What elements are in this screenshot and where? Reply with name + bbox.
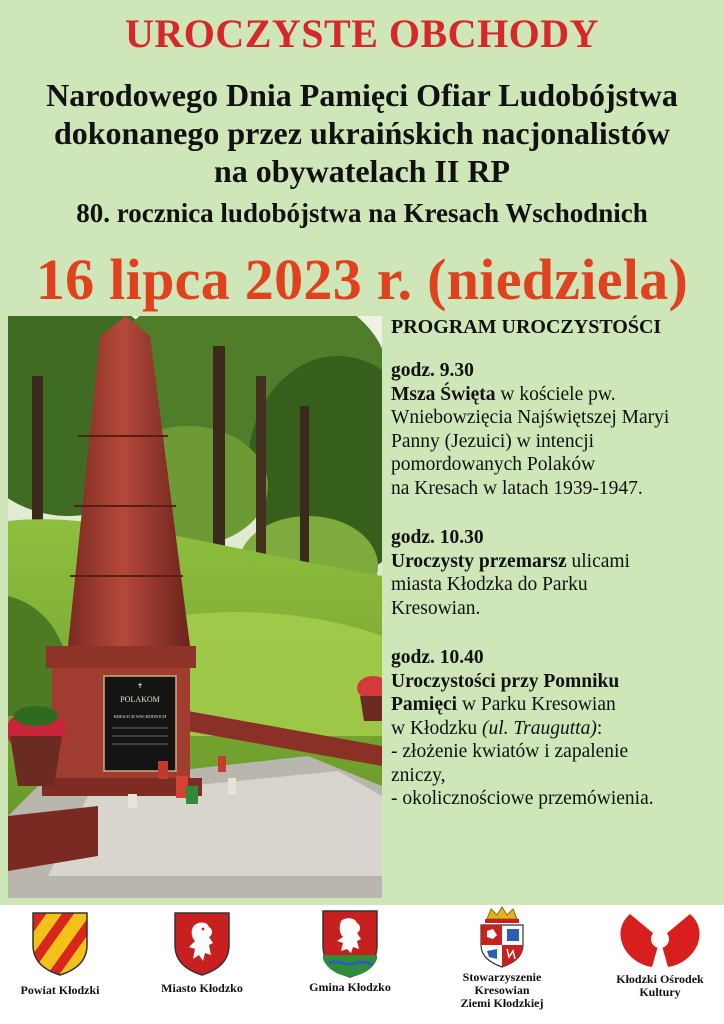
event-text: - okolicznościowe przemówienia. [391, 788, 654, 809]
logo-label: Stowarzyszenie [462, 970, 542, 984]
logo-gmina-klodzko [300, 905, 400, 994]
logo-label: Kresowian [474, 983, 530, 997]
event-text: Panny (Jezuici) w intencji [391, 430, 595, 452]
event-text: w Parku Kresowian [457, 694, 616, 715]
event-text: : [596, 717, 603, 739]
event-text: Wniebowzięcia Najświętszej Maryi [391, 407, 670, 428]
monument-illustration [8, 316, 382, 898]
logo-klodzki-osrodek-kultury [604, 905, 716, 999]
plaque-text: KRESACH WSCHODNICH [113, 714, 167, 719]
program-event [391, 646, 717, 811]
logo-label: Kłodzki Ośrodek [616, 972, 704, 986]
event-lead: Uroczysty przemarsz [391, 550, 567, 572]
event-address: (ul. Traugutta) [482, 717, 597, 739]
event-time: godz. 10.30 [391, 527, 484, 548]
event-lead: Pamięci [391, 694, 458, 715]
poster-title: UROCZYSTE OBCHODY [124, 11, 600, 56]
event-time: godz. 10.40 [391, 647, 484, 668]
anniversary-line: 80. rocznica ludobójstwa na Kresach Wschodnich [76, 198, 648, 228]
logo-label: Powiat Kłodzki [20, 983, 100, 997]
poster-subtitle [0, 76, 724, 190]
stripes-shield-icon [31, 911, 89, 977]
logo-label: Miasto Kłodzko [161, 981, 243, 995]
event-text: w Kłodzku [391, 717, 482, 739]
logo-miasto-klodzko [152, 905, 252, 995]
event-text: miasta Kłodzka do Parku [391, 574, 588, 595]
event-lead: Uroczystości przy Pomniku [391, 670, 620, 692]
logo-powiat-klodzki [10, 905, 110, 997]
program-heading: PROGRAM UROCZYSTOŚCI [391, 316, 662, 338]
event-date: 16 lipca 2023 r. (niedziela) [35, 247, 689, 312]
event-text: zniczy, [391, 764, 446, 786]
event-lead: Msza Święta [391, 383, 496, 405]
plaque-text: POLAKOM [120, 695, 160, 704]
logo-label: Ziemi Kłodzkiej [460, 996, 544, 1010]
event-text: na Kresach w latach 1939-1947. [391, 477, 643, 499]
event-text: ulicami [566, 550, 630, 572]
lion-shield-icon [173, 911, 231, 977]
event-text: pomordowanych Polaków [391, 454, 596, 475]
svg-text:✝: ✝ [137, 682, 143, 690]
event-text: w kościele pw. [495, 383, 616, 405]
crowned-crest-icon [473, 905, 531, 969]
logo-label: Gmina Kłodzko [309, 980, 391, 994]
program-event [391, 526, 717, 620]
lion-green-shield-icon [321, 909, 379, 979]
subtitle-line: na obywatelach II RP [213, 153, 510, 189]
ko-logo-icon [620, 909, 700, 969]
subtitle-line: Narodowego Dnia Pamięci Ofiar Ludobójstwa [46, 77, 678, 113]
logo-stowarzyszenie [442, 905, 562, 1010]
logo-label: Kultury [639, 985, 681, 999]
subtitle-line: dokonanego przez ukraińskich nacjonalistów [53, 115, 671, 151]
monument-photo [8, 316, 382, 898]
program-event [391, 359, 717, 500]
event-text: Kresowian. [391, 597, 481, 619]
sponsor-logos [0, 905, 724, 1024]
event-time: godz. 9.30 [391, 360, 474, 381]
program-section [391, 316, 717, 837]
event-text: - złożenie kwiatów i zapalenie [391, 741, 629, 762]
